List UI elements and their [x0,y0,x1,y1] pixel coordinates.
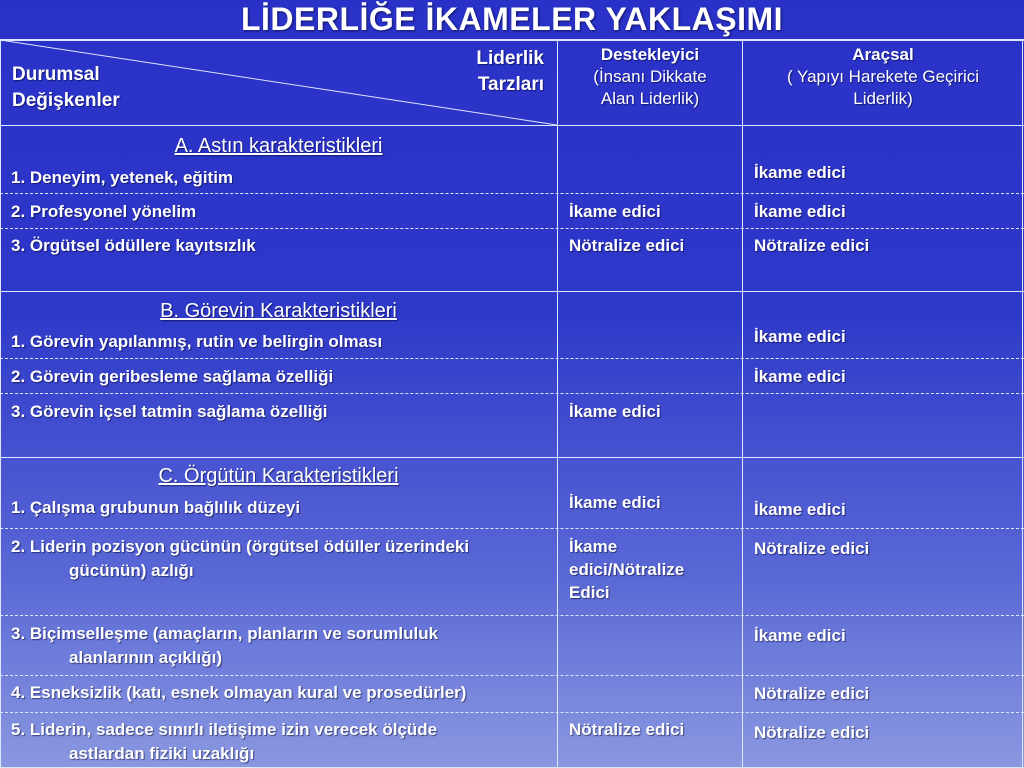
section-a-bottom-border [0,291,1024,292]
section-c-row-2-col1-line2: edici/Nötralize [569,560,685,579]
section-c-row-1-col2: İkame edici [754,500,846,519]
corner-right-line1: Liderlik [476,48,544,69]
col2-subtitle-line1: ( Yapıyı Harekete Geçirici [786,67,980,86]
section-c-title: C. Örgütün Karakteristikleri [158,465,399,487]
corner-header-right [440,46,544,98]
section-c-row-2-col1-line3: Edici [569,583,610,602]
section-b-row-2-col2: İkame edici [754,367,846,386]
section-a-title: A. Astın karakteristikleri [174,135,383,157]
section-a-row-2-col2: İkame edici [754,202,846,221]
section-b-row-3-col1: İkame edici [569,402,661,421]
section-c-row-2-col2: Nötralize edici [754,539,870,558]
row-divider [0,528,1024,529]
section-a-row-1-col2: İkame edici [754,163,846,182]
col2-title: Araçsal [852,45,914,64]
col1-subtitle-line2: Alan Liderlik) [600,89,700,108]
corner-header-left [12,62,120,114]
section-c-row-3-col2: İkame edici [754,626,846,645]
section-c-row-3-label [11,622,551,670]
section-c-row-3-label-line2: alanlarının açıklığı) [69,648,223,667]
section-c-row-4-label: 4. Esneksizlik (katı, esnek olmayan kural ve prosedürler) [11,683,467,702]
row-divider [0,615,1024,616]
col1-subtitle-line1: (İnsanı Dikkate [593,67,707,86]
section-c-row-3-label-line1: 3. Biçimselleşme (amaçların, planların ve sorumluluk [11,624,439,643]
section-a-row-2-label: 2. Profesyonel yönelim [11,202,197,221]
row-divider [0,358,1024,359]
section-c-row-5-label-line2: astlardan fiziki uzaklığı [69,744,255,763]
section-c-row-5-col1: Nötralize edici [569,720,685,739]
section-c-row-4-col2: Nötralize edici [754,684,870,703]
section-a-row-3-label: 3. Örgütsel ödüllere kayıtsızlık [11,236,256,255]
row-divider [0,675,1024,676]
section-c-row-2-label [11,535,551,583]
section-c-row-2-label-line2: gücünün) azlığı [69,561,194,580]
section-a-row-3-col1: Nötralize edici [569,236,685,255]
section-b-bottom-border [0,457,1024,458]
section-b-row-2-label: 2. Görevin geribesleme sağlama özelliği [11,367,334,386]
column-divider [742,40,743,768]
section-a-row-1-label: 1. Deneyim, yetenek, eğitim [11,168,234,187]
section-c-row-1-col1: İkame edici [569,493,661,512]
section-b-row-1-col2: İkame edici [754,327,846,346]
corner-left-line2: Değişkenler [12,90,120,111]
section-c-row-5-label-line1: 5. Liderin, sadece sınırlı iletişime izin verecek ölçüde [11,720,438,739]
section-c-row-2-col1 [569,535,684,604]
row-divider [0,393,1024,394]
corner-left-line1: Durumsal [12,64,100,85]
column-divider [557,40,558,768]
row-divider [0,712,1024,713]
section-b-title: B. Görevin Karakteristikleri [160,300,397,322]
column-header-aracsal [743,44,1023,110]
col1-title: Destekleyici [600,45,700,64]
section-c-row-5-label [11,718,551,766]
section-b-row-3-label: 3. Görevin içsel tatmin sağlama özelliği [11,402,328,421]
section-c-row-2-col1-line1: İkame [569,537,618,556]
section-c-row-1-label: 1. Çalışma grubunun bağlılık düzeyi [11,498,301,517]
section-a-row-3-col2: Nötralize edici [754,236,870,255]
col2-subtitle-line2: Liderlik) [853,89,913,108]
row-divider [0,228,1024,229]
section-a-row-2-col1: İkame edici [569,202,661,221]
section-b-row-1-label: 1. Görevin yapılanmış, rutin ve belirgin olması [11,332,383,351]
corner-right-line2: Tarzları [477,74,544,95]
row-divider [0,193,1024,194]
table-right-border [1022,40,1023,768]
column-header-destekleyici [558,44,742,110]
section-c-row-5-col2: Nötralize edici [754,723,870,742]
section-c-row-2-label-line1: 2. Liderin pozisyon gücünün (örgütsel ödüller üzerindeki [11,537,470,556]
page-title: LİDERLİĞE İKAMELER YAKLAŞIMI [240,1,784,37]
